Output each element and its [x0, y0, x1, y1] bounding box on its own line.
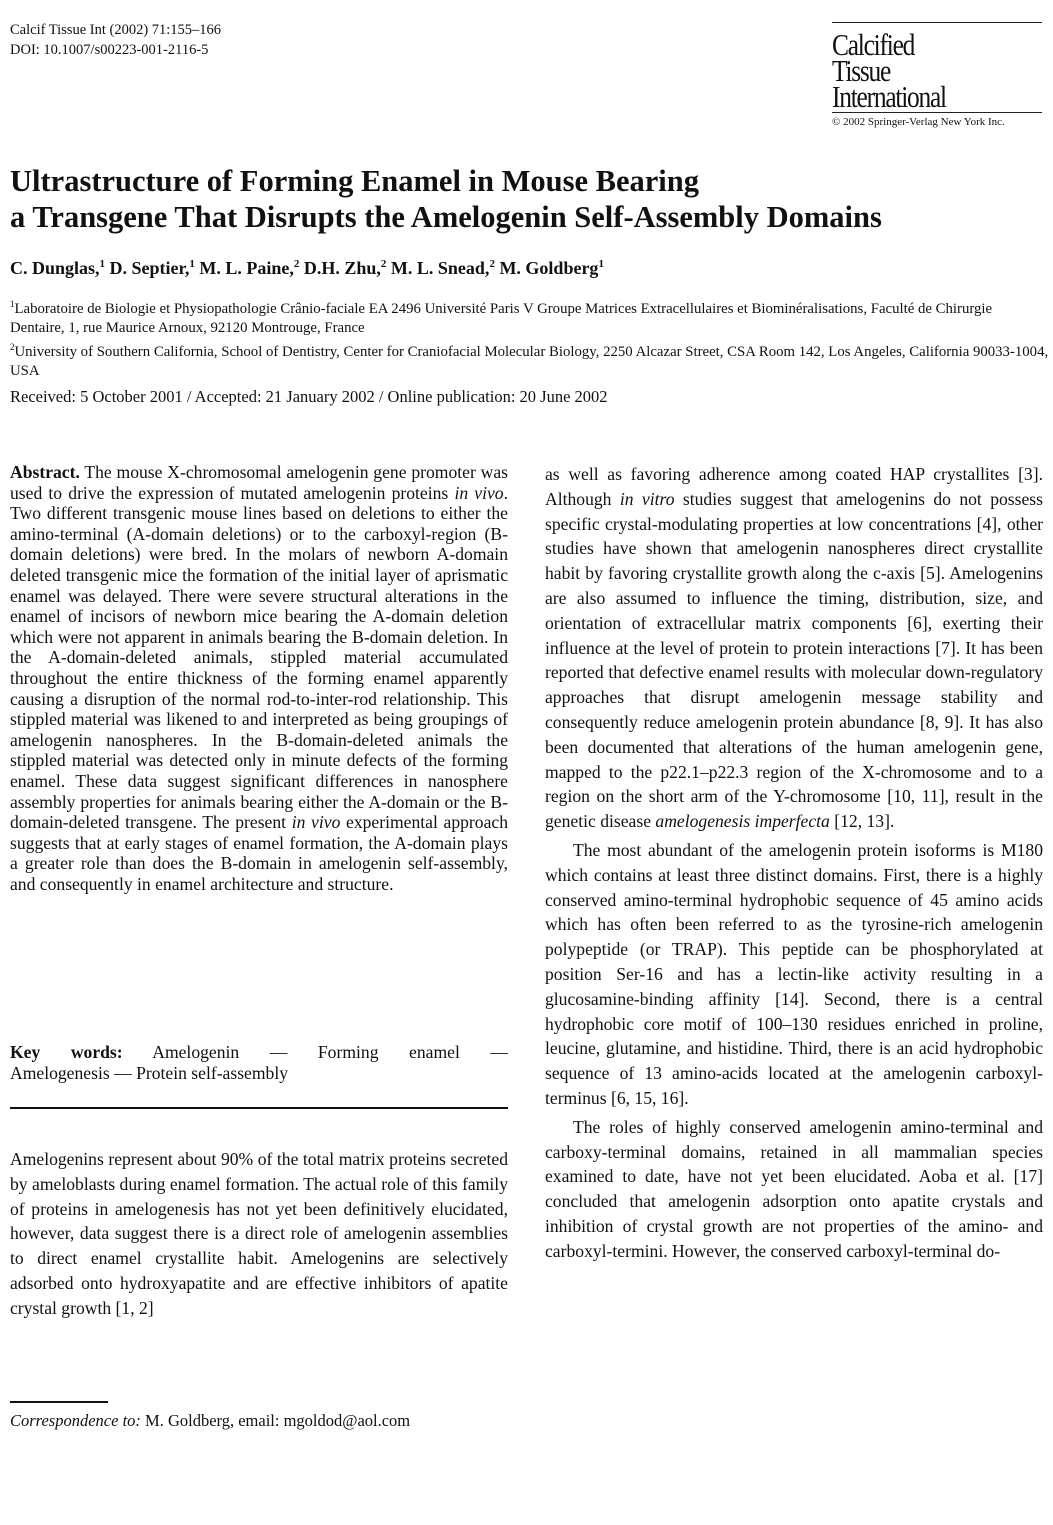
author-affiliation-mark: 2	[489, 258, 495, 270]
author-name: D.H. Zhu,	[303, 258, 381, 278]
logo-line-3: International	[832, 79, 946, 114]
affiliation-1	[10, 295, 1050, 338]
affiliation-2	[10, 338, 1050, 381]
body-paragraph-3: The roles of highly conserved amelogenin amino-terminal and carboxy-terminal domains, retained in all mammalian species examined to date, have not yet been elucidated. Aoba et al. [17] concluded that amelogenin adsorption onto apatite crystals and inhibition of crystal growth are not properties of the amino- and carboxyl-termini. However, the conserved carboxyl-terminal do-	[545, 1116, 1043, 1261]
article-title	[10, 163, 1040, 235]
affiliations	[10, 295, 1050, 381]
author-affiliation-mark: 2	[380, 258, 387, 270]
abstract	[10, 462, 508, 894]
author-name: M. L. Paine,	[199, 258, 294, 278]
publication-dates: Received: 5 October 2001 / Accepted: 21 January 2002 / Online publication: 20 June 2002	[10, 387, 608, 406]
author-name: M. L. Snead,	[390, 258, 490, 278]
body-paragraph-2: The most abundant of the amelogenin protein isoforms is M180 which contains at least three distinct domains. First, there is a highly conserved amino-terminal hydrophobic sequence of 45 amino acids which has often been referred to as the tyrosine-rich amelogenin polypeptide (or TRAP). This peptide can be phosphorylated at position Ser-16 and has a lectin-like activity resulting in a glucosamine-binding affinity [14]. Second, there is a central hydrophobic core motif of 100–130 residues enriched in proline, leucine, glutamine, and histidine. Third, there is an acid hydrophobic sequence of 13 amino-acids located at the amelogenin carboxyl-terminus [6, 15, 16].	[545, 839, 1043, 1108]
correspondence-label: Correspondence to:	[10, 1411, 141, 1430]
author-affiliation-mark: 1	[598, 258, 604, 270]
abstract-label: Abstract.	[10, 462, 80, 482]
keywords-text: Amelogenin — Forming enamel —	[122, 1042, 508, 1062]
section-divider	[10, 1107, 508, 1109]
title-line-1: Ultrastructure of Forming Enamel in Mouse Bearing	[10, 164, 699, 198]
doi: DOI: 10.1007/s00223-001-2116-5	[10, 42, 209, 58]
journal-citation: Calcif Tissue Int (2002) 71:155–166	[10, 22, 222, 38]
body-text: studies suggest that amelogenins do not possess specific crystal-modulating properties at low concentrations [4], other studies have shown that amelogenin nanospheres direct crystallite habit by favoring crystallite growth along the c-axis [5]. Amelogenins are also assumed to influence the timing, distribution, size, and orientation of extracellular matrix components [6], exerting their influence at the level of protein to protein interactions [7]. It has been reported that defective enamel results with molecular down-regulatory approaches that disrupt amelogenin message stability and consequently reduce amelogenin protein abundance [8, 9]. It has also been documented that alterations of the human amelogenin gene, mapped to the p22.1–p22.3 region of the X-chromosome and to a region on the short arm of the Y-chromosome [10, 11], result in the genetic disease	[545, 488, 1043, 832]
body-paragraph-1	[545, 462, 1043, 834]
abstract-emphasis: in vivo	[454, 482, 504, 503]
logo-line-2: Tissue	[832, 53, 891, 88]
correspondence-note	[10, 1411, 410, 1431]
keywords-line-1	[10, 1042, 508, 1063]
keywords-line-2: Amelogenesis — Protein self-assembly	[10, 1063, 289, 1083]
author-name: M. Goldberg	[499, 258, 599, 278]
author-list	[10, 258, 604, 279]
logo-bottom-rule	[832, 112, 1042, 113]
logo-top-rule	[832, 22, 1042, 23]
body-right-column	[545, 462, 1043, 1264]
body-text: [12, 13].	[829, 811, 895, 832]
body-emphasis: in vitro	[619, 488, 675, 509]
body-emphasis: amelogenesis imperfecta	[655, 811, 830, 832]
affiliation-text: University of Southern California, School of Dentistry, Center for Craniofacial Molecular Biology, 2250 Alcazar Street, CSA Room 142, Los Angeles, California 90033-1004, USA	[10, 343, 1049, 379]
footnote-rule	[10, 1401, 108, 1403]
correspondence-text: M. Goldberg, email: mgoldod@aol.com	[140, 1411, 411, 1430]
author-affiliation-mark: 1	[99, 258, 106, 270]
author-name: C. Dunglas,	[10, 258, 100, 278]
introduction-text: Amelogenins represent about 90% of the total matrix proteins secreted by ameloblasts during enamel formation. The actual role of this family of proteins in amelogenesis has not yet been definitively elucidated, however, data suggest there is a direct role of amelogenin assemblies to direct enamel crystallite habit. Amelogenins are selectively adsorbed onto hydroxyapatite and are effective inhibitors of apatite crystal growth [1, 2]	[10, 1149, 508, 1318]
abstract-text: . Two different transgenic mouse lines based on deletions to either the amino-terminal (A-domain deletions) or to the carboxyl-region (B-domain deletions) were bred. In the molars of newborn A-domain deleted transgenic mice the formation of the initial layer of aprismatic enamel was delayed. There were severe structural alterations in the enamel of incisors of newborn mice bearing the A-domain deletion which were not apparent in animals bearing the B-domain deletion. In the A-domain-deleted animals, stippled material accumulated throughout the entire thickness of the forming enamel apparently causing a disruption of the normal rod-to-inter-rod relationship. This stippled material was likened to and interpreted as being groupings of amelogenin nanospheres. In the B-domain-deleted animals the stippled material was detected only in minute defects of the forming enamel. These data suggest significant differences in nanosphere assembly properties for animals bearing either the A-domain or the B-domain-deleted transgene. The present	[10, 482, 509, 833]
body-text: as well as favoring adherence among coated HAP crystallites [3]. Although	[545, 464, 1043, 509]
journal-logo	[832, 27, 1042, 128]
affiliation-number: 2	[10, 341, 15, 352]
author-affiliation-mark: 1	[189, 258, 195, 270]
title-line-2: a Transgene That Disrupts the Amelogenin Self-Assembly Domains	[10, 200, 882, 234]
keywords-label: Key words:	[10, 1042, 123, 1062]
journal-reference	[10, 20, 221, 60]
abstract-text: The mouse X-chromosomal amelogenin gene promoter was used to drive the expression of mutated amelogenin proteins	[10, 462, 508, 503]
affiliation-text: Laboratoire de Biologie et Physiopathologie Crânio-faciale EA 2496 Université Paris V Groupe Matrices Extracellulaires et Biominéralisations, Faculté de Chirurgie Dentaire, 1, rue Maurice Arnoux, 92120 Montrouge, France	[10, 300, 993, 336]
affiliation-number: 1	[10, 299, 15, 309]
keywords	[10, 1042, 508, 1084]
abstract-text: experimental approach suggests that at early stages of enamel formation, the A-domain plays a greater role than does the B-domain in amelogenin self-assembly, and consequently in enamel architecture and structure.	[10, 812, 508, 894]
logo-line-1: Calcified	[832, 27, 915, 62]
author-affiliation-mark: 2	[293, 258, 300, 270]
author-name: D. Septier,	[109, 258, 190, 278]
copyright: © 2002 Springer-Verlag New York Inc.	[832, 116, 1005, 128]
abstract-emphasis: in vivo	[291, 812, 341, 833]
